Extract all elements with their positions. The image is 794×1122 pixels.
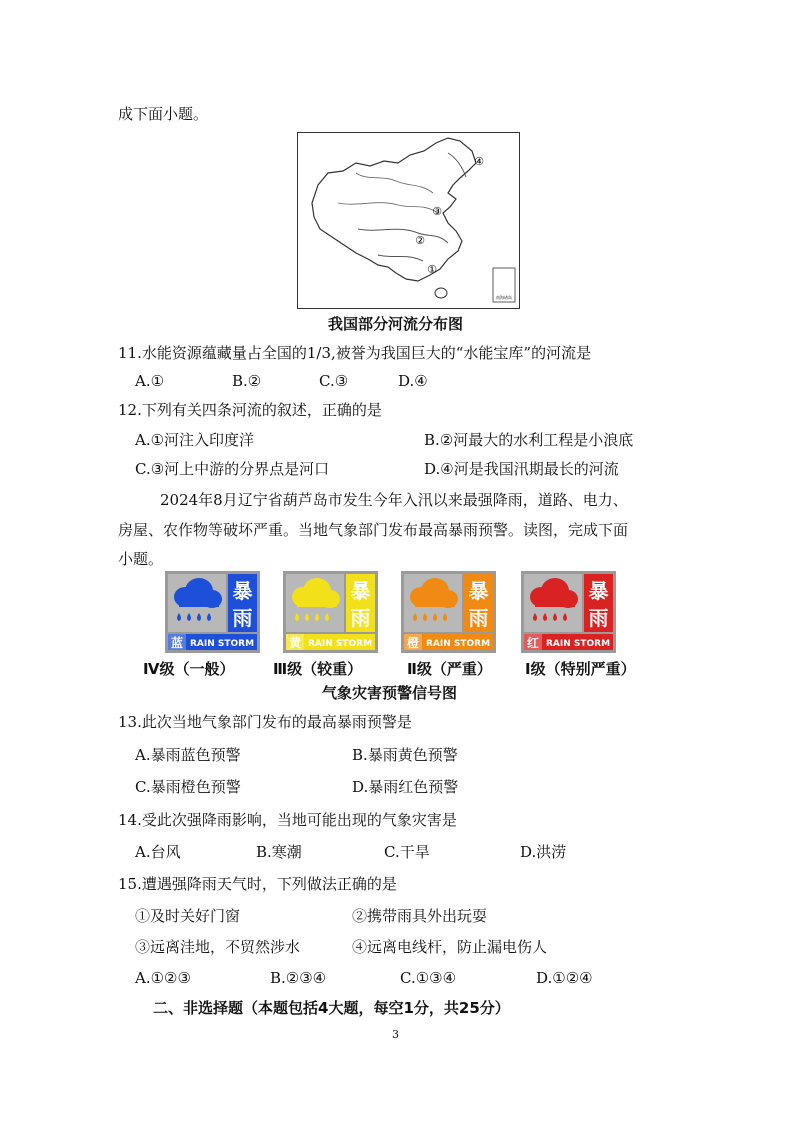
signal-color-char: 黄 [288,636,302,650]
q15-statement-4: ④远离电线杆，防止漏电伤人 [352,938,548,956]
signal-title-char-2: 雨 [468,606,489,630]
q15-statement-1: ①及时关好门窗 [135,907,241,925]
signal-color-char: 红 [526,636,540,650]
q13-option-a: A.暴雨蓝色预警 [135,746,241,764]
china-outline-map [298,133,519,308]
marker-4: ④ [474,155,484,168]
q11-stem: 11.水能资源蕴藏量占全国的1/3,被誉为我国巨大的“水能宝库”的河流是 [118,344,592,362]
q14-option-b: B.寒潮 [256,843,302,861]
signal-level-label-3: Ⅱ级（严重） [407,660,492,678]
q12-option-d: D.④河是我国汛期最长的河流 [424,460,619,478]
inset-label: 南海诸岛 [496,295,512,300]
intro-text: 成下面小题。 [118,105,209,123]
q14-option-a: A.台风 [135,843,181,861]
q13-option-d: D.暴雨红色预警 [352,778,459,796]
signal-title-char-1: 暴 [468,579,489,603]
signal-level-label-1: Ⅳ级（一般） [143,660,235,678]
signal-rain-storm-text: RAIN STORM [425,639,491,649]
signal-color-char: 蓝 [170,636,184,650]
signal-level-label-4: Ⅰ级（特别严重） [525,660,636,678]
q15-option-b: B.②③④ [270,969,327,987]
river-map [297,132,520,309]
q15-option-a: A.①②③ [135,969,191,987]
q12-option-a: A.①河注入印度洋 [135,431,255,449]
q15-statement-3: ③远离洼地，不贸然涉水 [135,938,301,956]
marker-1: ① [427,263,437,276]
page-number: 3 [392,1028,399,1041]
map-caption: 我国部分河流分布图 [328,315,464,333]
marker-3: ③ [432,205,442,218]
signal-title-char-1: 暴 [588,579,609,603]
warning-signal-3 [401,571,496,653]
marker-2: ② [415,234,425,247]
q15-option-c: C.①③④ [400,969,457,987]
signal-color-char: 橙 [406,636,420,650]
passage-line-2: 房屋、农作物等破坏严重。当地气象部门发布最高暴雨预警。读图，完成下面 [118,521,629,539]
warning-signal-1 [165,571,260,653]
q13-option-c: C.暴雨橙色预警 [135,778,241,796]
signal-rain-storm-text: RAIN STORM [189,639,255,649]
signals-caption: 气象灾害预警信号图 [322,684,458,702]
q11-option-d: D.④ [398,372,428,390]
q11-option-a: A.① [135,372,165,390]
signal-title-char-1: 暴 [350,579,371,603]
warning-signal-2 [283,571,378,653]
q14-stem: 14.受此次强降雨影响，当地可能出现的气象灾害是 [118,811,457,829]
signal-title-char-2: 雨 [588,606,609,630]
warning-signal-4 [521,571,616,653]
signal-rain-storm-text: RAIN STORM [307,639,373,649]
signal-rain-storm-text: RAIN STORM [545,639,611,649]
signal-title-char-1: 暴 [232,579,253,603]
q14-option-d: D.洪涝 [520,843,567,861]
q12-option-b: B.②河最大的水利工程是小浪底 [424,431,634,449]
q15-statement-2: ②携带雨具外出玩耍 [352,907,488,925]
q13-option-b: B.暴雨黄色预警 [352,746,458,764]
q14-option-c: C.干旱 [384,843,430,861]
q15-stem: 15.遭遇强降雨天气时，下列做法正确的是 [118,875,397,893]
passage-line-1: 2024年8月辽宁省葫芦岛市发生今年入汛以来最强降雨，道路、电力、 [160,491,628,509]
q11-option-b: B.② [232,372,262,390]
q11-option-c: C.③ [319,372,349,390]
signal-level-label-2: Ⅲ级（较重） [273,660,363,678]
section-2-heading: 二、非选择题（本题包括4大题，每空1分，共25分） [153,999,510,1017]
signal-title-char-2: 雨 [350,606,371,630]
signal-title-char-2: 雨 [232,606,253,630]
passage-line-3: 小题。 [118,550,164,568]
q13-stem: 13.此次当地气象部门发布的最高暴雨预警是 [118,713,412,731]
q15-option-d: D.①②④ [536,969,593,987]
q12-stem: 12.下列有关四条河流的叙述，正确的是 [118,401,382,419]
q12-option-c: C.③河上中游的分界点是河口 [135,460,330,478]
